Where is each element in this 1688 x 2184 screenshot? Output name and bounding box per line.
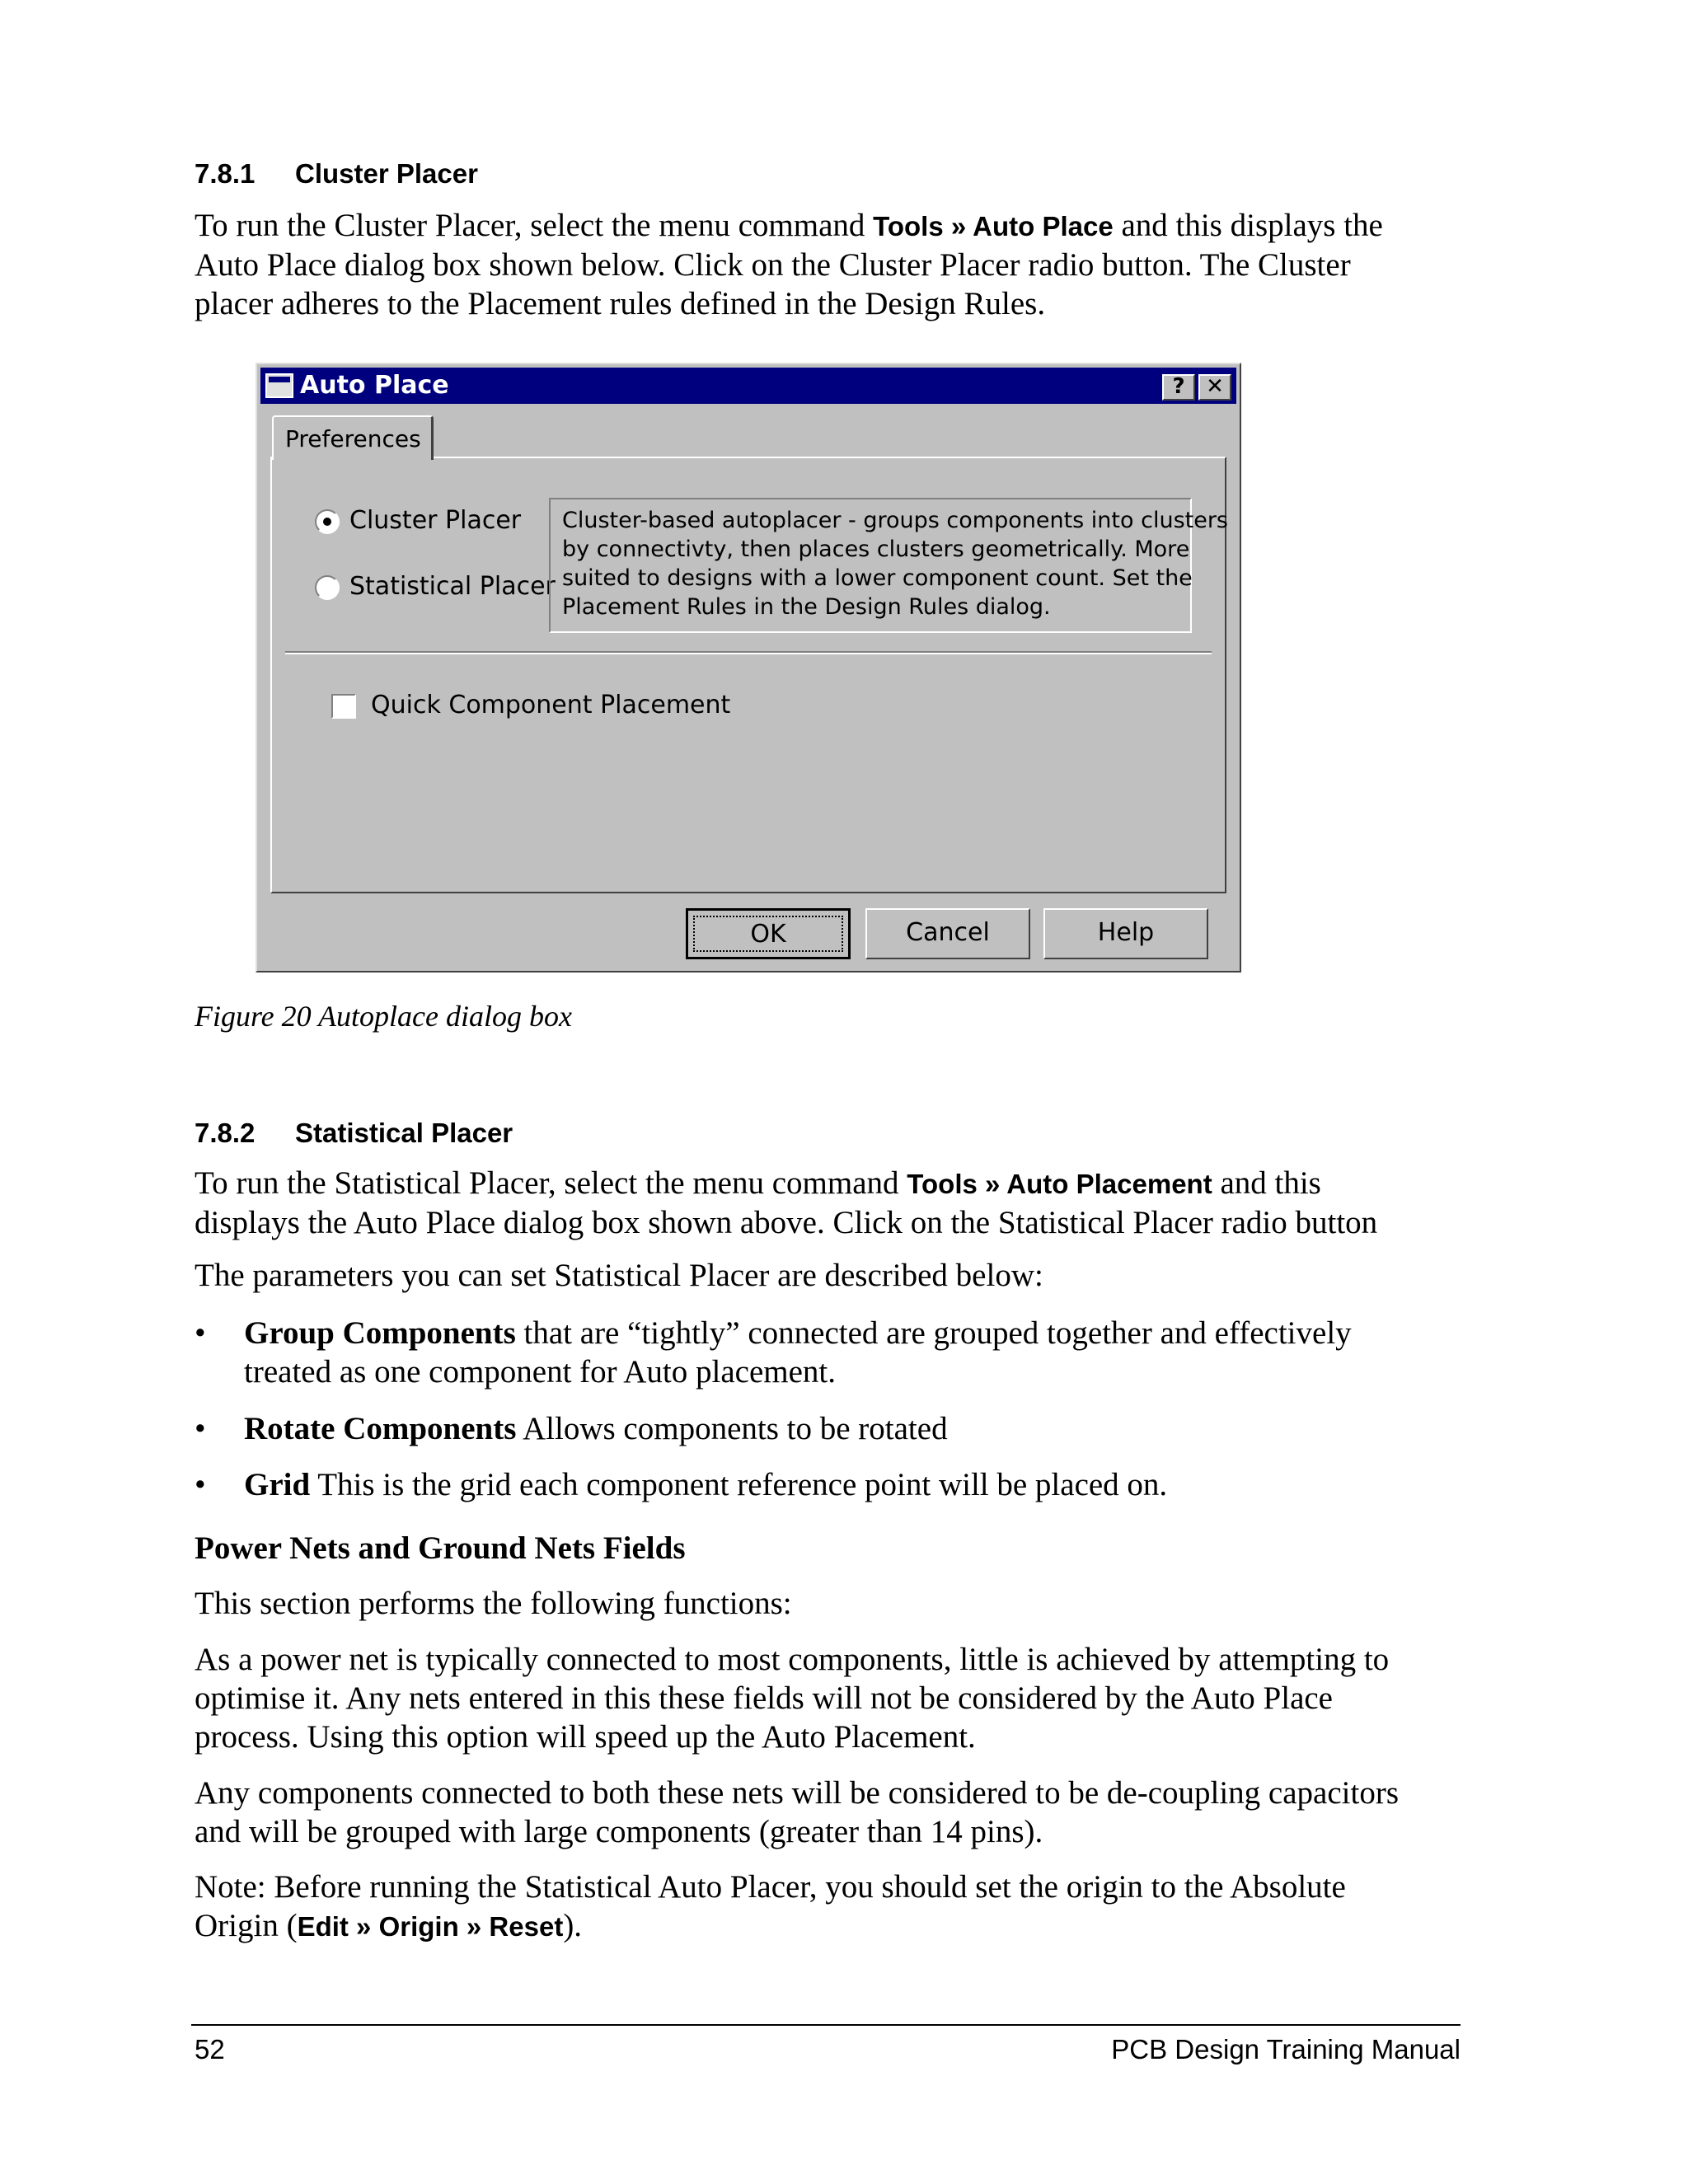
text-line: Auto Place dialog box shown below. Click on the Cluster Placer radio button. The Cluster bbox=[195, 247, 1351, 283]
quick-component-placement-checkbox[interactable] bbox=[331, 694, 356, 719]
statistical-placer-label: Statistical Placer bbox=[349, 572, 556, 601]
text-run: Origin ( bbox=[195, 1908, 298, 1943]
ok-button-label: OK bbox=[693, 916, 843, 952]
section-heading-7-8-2 bbox=[195, 1118, 513, 1149]
text-line: process. Using this option will speed up the Auto Placement. bbox=[195, 1719, 976, 1755]
figure-caption: Figure 20 Autoplace dialog box bbox=[195, 1000, 572, 1033]
text-run: and this bbox=[1212, 1165, 1321, 1201]
cluster-placer-label: Cluster Placer bbox=[349, 506, 522, 535]
placer-description-box bbox=[549, 498, 1228, 633]
help-button[interactable]: Help bbox=[1043, 908, 1208, 959]
description-line: Cluster-based autoplacer - groups components into clusters bbox=[562, 508, 1228, 533]
bullet-text: that are “tightly” connected are grouped together and effectively bbox=[515, 1315, 1352, 1351]
title-bar[interactable] bbox=[260, 368, 1236, 404]
origin-note bbox=[195, 1868, 1480, 1946]
close-icon[interactable]: ✕ bbox=[1198, 374, 1231, 401]
text-run: To run the Statistical Placer, select the menu command bbox=[195, 1165, 907, 1201]
footer-rule bbox=[191, 2024, 1461, 2026]
auto-place-dialog bbox=[256, 363, 1241, 972]
bullet-glyph: • bbox=[195, 1411, 206, 1446]
tab-preferences[interactable] bbox=[272, 415, 434, 460]
text-line: optimise it. Any nets entered in this these fields will not be considered by the Auto Place bbox=[195, 1680, 1333, 1716]
description-line: Placement Rules in the Design Rules dialog. bbox=[562, 594, 1051, 620]
text-line: and will be grouped with large components (greater than 14 pins). bbox=[195, 1814, 1043, 1849]
menu-command: Tools » Auto Place bbox=[873, 211, 1114, 241]
section-number: 7.8.2 bbox=[195, 1118, 256, 1148]
power-nets-paragraph-1 bbox=[195, 1640, 1480, 1756]
description-line: suited to designs with a lower component count. Set the bbox=[562, 565, 1193, 591]
bullet-text: treated as one component for Auto placement. bbox=[244, 1354, 836, 1390]
power-nets-paragraph-2 bbox=[195, 1774, 1480, 1851]
power-nets-heading: Power Nets and Ground Nets Fields bbox=[195, 1530, 686, 1566]
text-line: displays the Auto Place dialog box shown above. Click on the Statistical Placer radio button bbox=[195, 1205, 1378, 1240]
text-run: and this displays the bbox=[1113, 208, 1383, 243]
bullet-term: Grid bbox=[244, 1467, 311, 1502]
help-question-icon[interactable]: ? bbox=[1162, 374, 1195, 401]
ok-button[interactable] bbox=[686, 908, 851, 959]
text-line: Any components connected to both these nets will be considered to be de-coupling capacitors bbox=[195, 1775, 1399, 1811]
cancel-button[interactable]: Cancel bbox=[865, 908, 1030, 959]
power-nets-intro bbox=[195, 1584, 1480, 1623]
statistical-placer-paragraph bbox=[195, 1164, 1480, 1242]
section-number: 7.8.1 bbox=[195, 158, 256, 189]
bullet-term: Rotate Components bbox=[244, 1411, 517, 1446]
section-title: Statistical Placer bbox=[295, 1118, 513, 1148]
menu-command: Edit » Origin » Reset bbox=[297, 1911, 564, 1942]
statistical-placer-radio[interactable] bbox=[315, 575, 340, 600]
text-line: As a power net is typically connected to most components, little is achieved by attempting to bbox=[195, 1642, 1390, 1677]
text-line: placer adheres to the Placement rules defined in the Design Rules. bbox=[195, 286, 1046, 321]
text-line: This section performs the following functions: bbox=[195, 1586, 792, 1621]
text-line: The parameters you can set Statistical Placer are described below: bbox=[195, 1258, 1043, 1293]
bullet-glyph: • bbox=[195, 1315, 206, 1351]
bullet-text: Allows components to be rotated bbox=[516, 1411, 948, 1446]
divider bbox=[285, 651, 1212, 654]
tab-label: Preferences bbox=[285, 425, 421, 452]
text-run: ). bbox=[563, 1908, 583, 1943]
bullet-text: This is the grid each component reference point will be placed on. bbox=[310, 1467, 1168, 1502]
text-line: Note: Before running the Statistical Auto Placer, you should set the origin to the Absolute bbox=[195, 1869, 1346, 1905]
dialog-title: Auto Place bbox=[300, 371, 449, 400]
bullet-term: Group Components bbox=[244, 1315, 516, 1351]
parameters-intro bbox=[195, 1256, 1480, 1295]
cluster-placer-paragraph bbox=[195, 206, 1480, 323]
cluster-placer-radio[interactable] bbox=[315, 509, 340, 534]
section-heading-7-8-1 bbox=[195, 158, 478, 190]
text-run: To run the Cluster Placer, select the menu command bbox=[195, 208, 874, 243]
page-number: 52 bbox=[195, 2034, 225, 2064]
window-icon bbox=[265, 373, 293, 398]
section-title: Cluster Placer bbox=[295, 158, 478, 189]
quick-component-placement-label: Quick Component Placement bbox=[371, 691, 731, 719]
menu-command: Tools » Auto Placement bbox=[907, 1169, 1212, 1199]
manual-title: PCB Design Training Manual bbox=[1111, 2034, 1461, 2064]
description-line: by connectivty, then places clusters geometrically. More bbox=[562, 537, 1190, 562]
bullet-glyph: • bbox=[195, 1467, 206, 1502]
